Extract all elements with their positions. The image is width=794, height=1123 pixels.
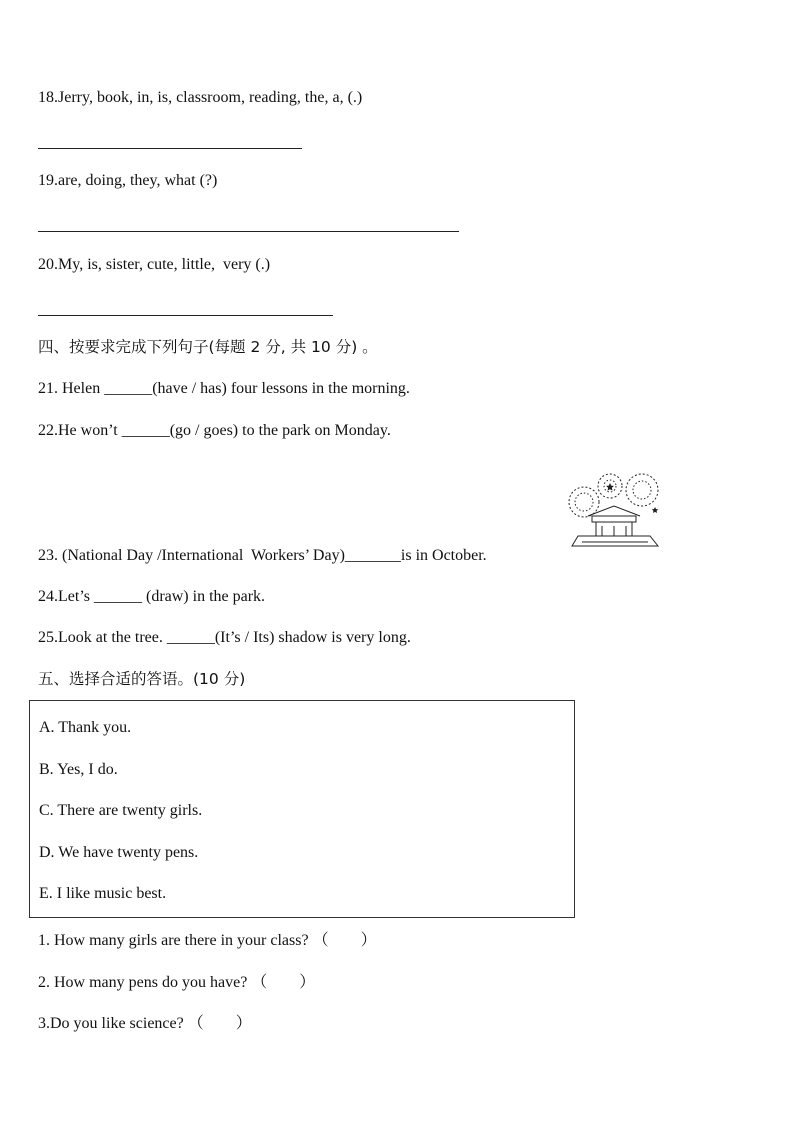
answer-blank-1[interactable]: （ ） bbox=[312, 932, 377, 949]
option-e: E. I like music best. bbox=[39, 885, 167, 902]
question-21: 21. Helen ______(have / has) four lessons in the morning. bbox=[38, 380, 410, 397]
option-d: D. We have twenty pens. bbox=[39, 844, 199, 861]
answer-line-19 bbox=[38, 231, 459, 232]
dialog-question-2 bbox=[38, 973, 315, 993]
answer-line-18 bbox=[38, 148, 302, 149]
question-22: 22.He won’t ______(go / goes) to the park on Monday. bbox=[38, 422, 391, 439]
dialog-question-1 bbox=[38, 931, 377, 951]
answer-options-box bbox=[29, 700, 575, 918]
national-day-illustration bbox=[562, 466, 670, 556]
question-24: 24.Let’s ______ (draw) in the park. bbox=[38, 588, 266, 605]
answer-blank-3[interactable]: （ ） bbox=[187, 1015, 252, 1032]
option-b: B. Yes, I do. bbox=[39, 761, 118, 778]
question-23: 23. (National Day /International Workers’ Day)_______is in October. bbox=[38, 547, 487, 564]
dialog-question-3 bbox=[38, 1014, 252, 1034]
question-20: 20.My, is, sister, cute, little, very (.) bbox=[38, 256, 271, 273]
option-c: C. There are twenty girls. bbox=[39, 802, 203, 819]
section-4-title: 四、按要求完成下列句子(每题 2 分, 共 10 分) 。 bbox=[38, 338, 378, 356]
answer-line-20 bbox=[38, 315, 333, 316]
question-25: 25.Look at the tree. ______(It’s / Its) shadow is very long. bbox=[38, 629, 411, 646]
dialog-question-2-text: 2. How many pens do you have? bbox=[38, 974, 252, 991]
answer-blank-2[interactable]: （ ） bbox=[251, 974, 316, 991]
dialog-question-3-text: 3.Do you like science? bbox=[38, 1015, 188, 1032]
option-a: A. Thank you. bbox=[39, 719, 132, 736]
question-19: 19.are, doing, they, what (?) bbox=[38, 172, 218, 189]
question-18: 18.Jerry, book, in, is, classroom, reading, the, a, (.) bbox=[38, 89, 363, 106]
section-5-title: 五、选择合适的答语。(10 分) bbox=[38, 670, 246, 688]
dialog-question-1-text: 1. How many girls are there in your class? bbox=[38, 932, 313, 949]
